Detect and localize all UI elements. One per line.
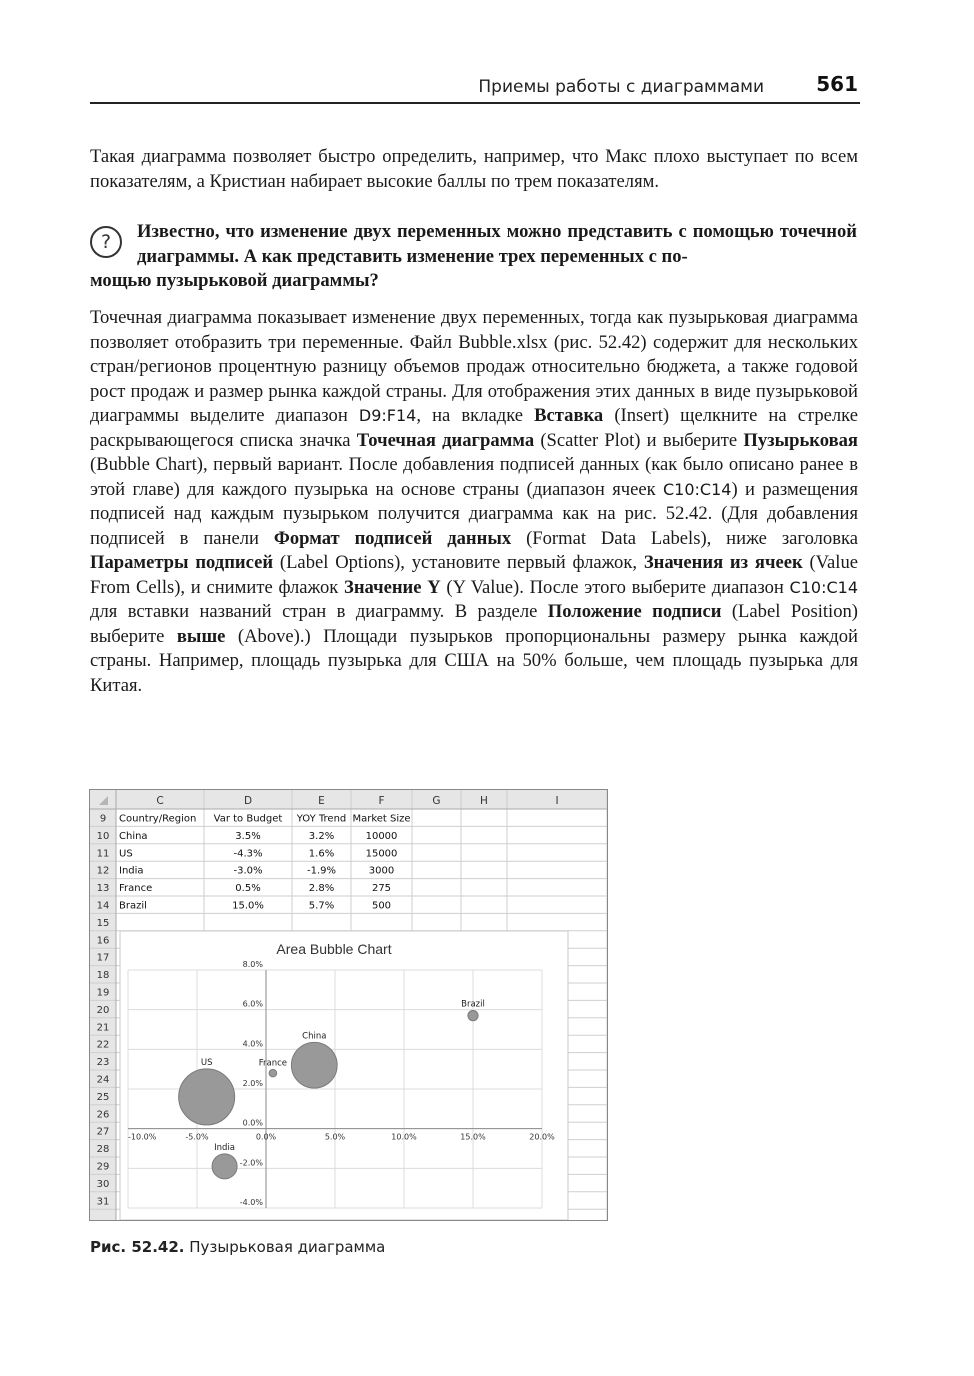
cell-country: US: [119, 848, 133, 860]
cell-size: 15000: [365, 848, 398, 860]
header-cell: YOY Trend: [296, 813, 347, 825]
row-number: 23: [96, 1057, 110, 1069]
text-run: (Above).) Площади пузырьков пропорциональны размеру рынка каждой страны. Например, площадь пузырька для США на 50% больше, чем площадь пузырька для Китая.: [90, 625, 858, 696]
bubble-label-china: China: [302, 1031, 327, 1042]
chart-area: [120, 931, 568, 1220]
bubble-france: [269, 1069, 277, 1077]
bold-term: Положение подписи: [547, 601, 722, 622]
row-number: 29: [96, 1161, 110, 1173]
column-letter: H: [480, 795, 488, 807]
row-number: 22: [96, 1039, 110, 1051]
x-tick-label: -5.0%: [185, 1132, 209, 1142]
text-run: (Y Value). После этого выберите диапазон: [440, 576, 790, 598]
bubble-label-france: France: [258, 1058, 288, 1069]
row-number: 9: [99, 813, 107, 825]
cell-country: India: [119, 865, 144, 877]
cell-country: Brazil: [119, 900, 147, 912]
y-tick-label: 8.0%: [242, 960, 263, 969]
cell-yoy: 1.6%: [308, 848, 335, 860]
x-tick-label: 0.0%: [255, 1132, 277, 1142]
row-number: 11: [96, 848, 110, 860]
text-run: (Label Options), установите первый флажок,: [273, 552, 644, 573]
text-run: для вставки названий стран в диаграмму. В разделе: [90, 601, 548, 622]
question-line: мощью пузырьковой диаграммы?: [90, 270, 379, 291]
text-run: , на вкладке: [416, 405, 535, 426]
cell-country: China: [119, 830, 148, 842]
row-number: 25: [96, 1091, 110, 1103]
y-tick-label: 0.0%: [242, 1118, 263, 1128]
header-cell: Country/Region: [119, 813, 197, 825]
row-number: 15: [96, 917, 110, 929]
question-line: точечной диаграммы. А как представить изменение трех переменных с по-: [137, 221, 857, 267]
x-tick-label: 20.0%: [529, 1132, 555, 1142]
cell-country: France: [119, 883, 153, 895]
text-run: Точечная диаграмма показывает изменение двух переменных, тогда как пузырьковая диаграмма позволяет отобразить три переменные. Файл Bubble.xlsx (рис. 52.42) содержит для нескольких стран/регионов процентную разницу объемов продаж относительно бюджета, а также годовой рост продаж и размер рынка каждой страны. Для отображения этих данных в виде пузырьковой диаграммы выделите диапазон: [90, 307, 858, 426]
row-number: 16: [96, 935, 110, 947]
bold-term: выше: [176, 625, 226, 647]
row-number: 30: [96, 1178, 110, 1190]
row-number: 26: [96, 1109, 110, 1121]
bubble-us: [179, 1069, 235, 1125]
y-tick-label: 6.0%: [242, 999, 263, 1009]
header-cell: Market Size: [352, 813, 411, 825]
bold-term: Параметры подписей: [90, 552, 274, 573]
running-head-title: Приемы работы с диаграммами: [478, 77, 764, 97]
cell-size: 3000: [368, 865, 395, 877]
bold-term: Значение Y: [344, 576, 441, 598]
text-run: (Insert) щелкните на стрелке раскрывающегося списка значка: [90, 405, 858, 451]
y-tick-label: -4.0%: [239, 1198, 263, 1207]
bubble-label-india: India: [214, 1142, 236, 1153]
page-number: 561: [816, 72, 858, 96]
question-circle-icon: ?: [90, 226, 122, 258]
figure-caption: [90, 1238, 385, 1256]
column-letter: D: [243, 795, 253, 807]
caption-label: Рис. 52.42.: [90, 1238, 185, 1256]
row-number: 14: [96, 900, 110, 912]
x-tick-label: 10.0%: [391, 1132, 417, 1142]
text-run: (Format Data Labels), ниже заголовка: [511, 527, 859, 549]
text-run: (Bubble Chart), первый вариант. После добавления подписей данных (как было описано ранее в этой главе) для каждого пузырька на основе страны (диапазон ячеек: [90, 454, 858, 500]
chart-title: Area Bubble Chart: [276, 941, 392, 957]
row-number: 31: [96, 1196, 110, 1208]
bubble-india: [212, 1154, 237, 1179]
row-number: 21: [96, 1022, 110, 1034]
cell-size: 275: [371, 883, 392, 895]
row-number: 27: [96, 1126, 110, 1138]
paragraph-1: Такая диаграмма позволяет быстро определить, например, что Макс плохо выступает по всем показателям, а Кристиан набирает высокие баллы по трем показателям.: [90, 146, 858, 192]
text-run: (Scatter Plot) и выберите: [534, 429, 744, 451]
x-tick-label: 15.0%: [460, 1132, 486, 1142]
header-cell: Var to Budget: [213, 813, 283, 825]
row-number: 12: [96, 865, 110, 877]
cell-var: 3.5%: [235, 830, 261, 842]
x-tick-label: 5.0%: [324, 1132, 346, 1142]
question-block: [90, 220, 857, 294]
bold-term: Формат подписей данных: [273, 527, 512, 549]
bold-term: Вставка: [534, 405, 604, 426]
row-number: 17: [96, 952, 110, 964]
cell-var: 0.5%: [235, 883, 261, 895]
bubble-label-brazil: Brazil: [461, 999, 485, 1010]
bold-term: Значения из ячеек: [643, 552, 803, 573]
caption-text: Пузырьковая диаграмма: [189, 1238, 386, 1256]
question-line: Известно, что изменение двух переменных можно представить с помощью: [137, 221, 774, 242]
cell-yoy: 3.2%: [308, 830, 335, 842]
cell-var: -3.0%: [233, 865, 263, 877]
column-letter: G: [432, 795, 441, 807]
bold-term: Точечная диаграмма: [356, 429, 535, 451]
column-letter: E: [318, 795, 325, 807]
row-number: 19: [96, 987, 110, 999]
column-letter: F: [378, 795, 385, 807]
cell-yoy: -1.9%: [306, 865, 337, 877]
bubble-brazil: [468, 1011, 478, 1021]
row-number: 20: [96, 1004, 110, 1016]
cell-yoy: 5.7%: [308, 900, 335, 912]
text-run: ) и размещения подписей над каждым пузырьком получится диаграмма как на рис. 52.42. (Для добавления подписей в панели: [90, 478, 858, 549]
cell-range: C10:C14: [663, 479, 732, 499]
column-letter: I: [555, 795, 559, 807]
cell-var: -4.3%: [233, 848, 263, 860]
paragraph-2: [90, 306, 858, 698]
spreadsheet-figure: [89, 789, 608, 1221]
bold-term: Пузырьковая: [743, 429, 858, 451]
row-number: 18: [96, 970, 110, 982]
column-letter: C: [156, 795, 164, 807]
y-tick-label: -2.0%: [239, 1158, 263, 1168]
cell-var: 15.0%: [232, 900, 264, 912]
y-tick-label: 2.0%: [242, 1079, 263, 1088]
row-number: 13: [96, 883, 110, 895]
cell-range: D9:F14: [358, 406, 417, 425]
bubble-china: [291, 1042, 337, 1088]
cell-yoy: 2.8%: [308, 883, 335, 895]
cell-range: C10:C14: [789, 577, 858, 597]
column-header-bar: [90, 790, 607, 809]
row-number: 10: [96, 830, 110, 842]
text-run: (Value From Cells), и снимите флажок: [90, 552, 858, 598]
x-tick-label: -10.0%: [128, 1132, 157, 1142]
cell-size: 10000: [365, 830, 398, 842]
spreadsheet-chart-svg: [90, 790, 607, 1220]
text-run: (Label Position) выберите: [90, 601, 858, 647]
row-number: 28: [96, 1144, 110, 1156]
running-head: [90, 72, 860, 104]
cell-size: 500: [371, 900, 392, 912]
bubble-label-us: US: [200, 1057, 213, 1068]
y-tick-label: 4.0%: [242, 1039, 263, 1049]
row-number: 24: [96, 1074, 110, 1086]
